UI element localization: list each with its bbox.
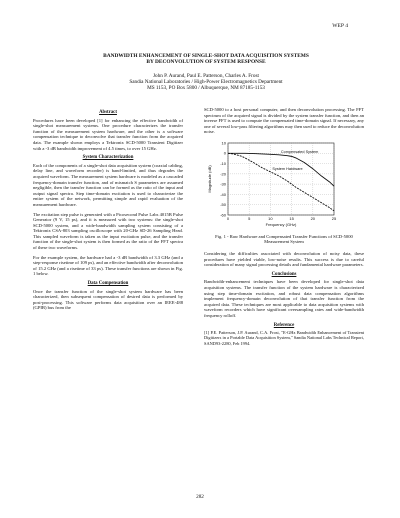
data-compensation-heading: Data Compensation [87, 281, 129, 287]
reference-entry: [1] P.E. Patterson, J.P. Aurand, C.A. Frost, "E-GHz Bandwidth Enhancement of Transient Digitizers in a Portable Data Acquisition System," Sandia National Labs Technical Report, SAND93-2280, Feb 1994. [204, 330, 364, 346]
conclusions-heading: Conclusions [271, 271, 297, 277]
left-column [33, 107, 183, 315]
right-paragraph-2: Considering the difficulties associated with deconvolution of noisy data, these procedures have yielded viable, low-noise results. This success is due to careful consideration of many signal processing details and fundamental hardware parameters. [204, 250, 364, 268]
series-label-2: System Hardware [272, 166, 303, 171]
right-column [204, 107, 364, 350]
x-tick-label: 15 [289, 215, 294, 221]
x-tick-label: 5 [248, 215, 251, 221]
series-line-2 [228, 153, 334, 211]
abstract-text: Procedures have been developed [1] for enhancing the effective bandwidth of single-shot measurement systems. One procedure characterizes the transfer function of the measurement system hardware, and the other is a software compensation technique to deconvolve that transfer function from the acquired data. The example shown employs a Tektronix SCD-5000 Transient Digitizer with a -3 dB bandwidth improvement of 4.5 times, to over 15 GHz. [33, 117, 183, 151]
system-paragraph-2: The excitation step pulse is generated with a Picosecond Pulse Labs 4015B Pulse Generator (9 V, 15 ps), and it is measured with two systems: the single-shot SCD-5000 system, and a wide-bandwidth sampling system consisting of a Tektronix CSA-803 sampling oscilloscope with 20-GHz SD-26 Sampling Head. This sampled waveform is taken as the input excitation pulse, and the transfer function of the single-shot system is then formed as the ratio of the FFT spectra of these two waveforms. [33, 211, 183, 251]
x-tick-label: 20 [310, 215, 316, 221]
figure-caption: Fig. 1 - Raw Hardware and Compensated Transfer Functions of SCD-5000 Measurement System [215, 233, 353, 245]
address: MS 1153, PO Box 5800 / Albuquerque, NM 87185-1153 [147, 85, 265, 91]
affiliation: Sandia National Laboratories / High-Power Electromagnetics Department [129, 79, 283, 85]
y-tick-label: -40 [220, 191, 226, 197]
x-tick-label: 25 [331, 215, 337, 221]
system-characterization-heading: System Characterization [82, 155, 134, 161]
y-tick-label: -50 [220, 202, 226, 208]
y-tick-label: -20 [220, 171, 226, 177]
reference-heading: Reference [273, 322, 295, 328]
figure-1 [204, 139, 364, 231]
system-paragraph-3: For the example system, the hardware had a -3 dB bandwidth of 3.3 GHz (and a step-response risetime of 109 ps), and an effective bandwidth after deconvolution of 15.2 GHz (and a risetime of 33 ps). These transfer functions are shown in Fig. 1 below. [33, 254, 183, 277]
paper-title [38, 53, 374, 65]
author-block [38, 73, 374, 91]
transfer-function-chart [204, 139, 364, 231]
session-tag: WEP 4 [332, 23, 348, 29]
y-tick-label: -30 [220, 181, 226, 187]
x-tick-label: 10 [268, 215, 273, 221]
x-tick-label: 0 [226, 215, 230, 221]
y-axis-label: Magnitude (dB) [207, 165, 212, 193]
page-number: 282 [196, 494, 204, 500]
data-compensation-paragraph: Once the transfer function of the single-shot system hardware has been characterized, then subsequent compensation of desired data is performed by post-processing. This software performs data acquisition over an IEEE-488 (GPIB) bus from the [33, 288, 183, 311]
system-paragraph-1: Each of the components of a single-shot data acquisition system (coaxial cabling, delay line, and waveform recorder) is band-limited, and thus degrades the acquired waveform. The measurement system hardware is modeled as a cascaded frequency-domain transfer function, and of mismatch S parameters are assumed negligible, then the transfer function can be formed as the ratio of the input and output signal spectra. Step time-domain excitation is used to characterize the entire system of the network, permitting simple and rapid evaluation of the measurement hardware. [33, 162, 183, 207]
conclusions-text: Bandwidth-enhancement techniques have been developed for single-shot data acquisition systems. The transfer function of the system hardware is characterized using step time-domain excitation, and robust data compensation algorithms implement frequency-domain deconvolution of that transfer function from the acquired data. These techniques are most applicable to data acquisition systems with waveform recorders which have significant oversampling rates and wide-bandwidth frequency rolloff. [204, 279, 364, 318]
y-tick-label: -10 [220, 160, 226, 166]
x-axis-label: Frequency (GHz) [265, 221, 297, 227]
right-paragraph-1: SCD-5000 to a host personal computer, and then deconvolution processing. The FFT spectrum of the acquired signal is divided by the system transfer function, and then an inverse FFT is used to compute the compensated time-domain signal. If necessary, any one of several low-pass filtering algorithms may then used to reduce the deconvolution noise. [204, 107, 364, 135]
y-tick-label: -60 [220, 212, 226, 218]
y-tick-label: 10 [221, 140, 226, 146]
title-line-2: BY DECONVOLUTION OF SYSTEM RESPONSE [146, 59, 266, 66]
abstract-heading: Abstract [99, 110, 117, 115]
title-line-1: BANDWIDTH ENHANCEMENT OF SINGLE-SHOT DATA ACQUISITION SYSTEMS [103, 53, 309, 59]
y-tick-label: 0 [223, 150, 226, 156]
series-label-1: Compensated System [280, 149, 319, 154]
authors: John P. Aurand, Paul E. Patterson, Charles A. Frost [153, 73, 259, 79]
